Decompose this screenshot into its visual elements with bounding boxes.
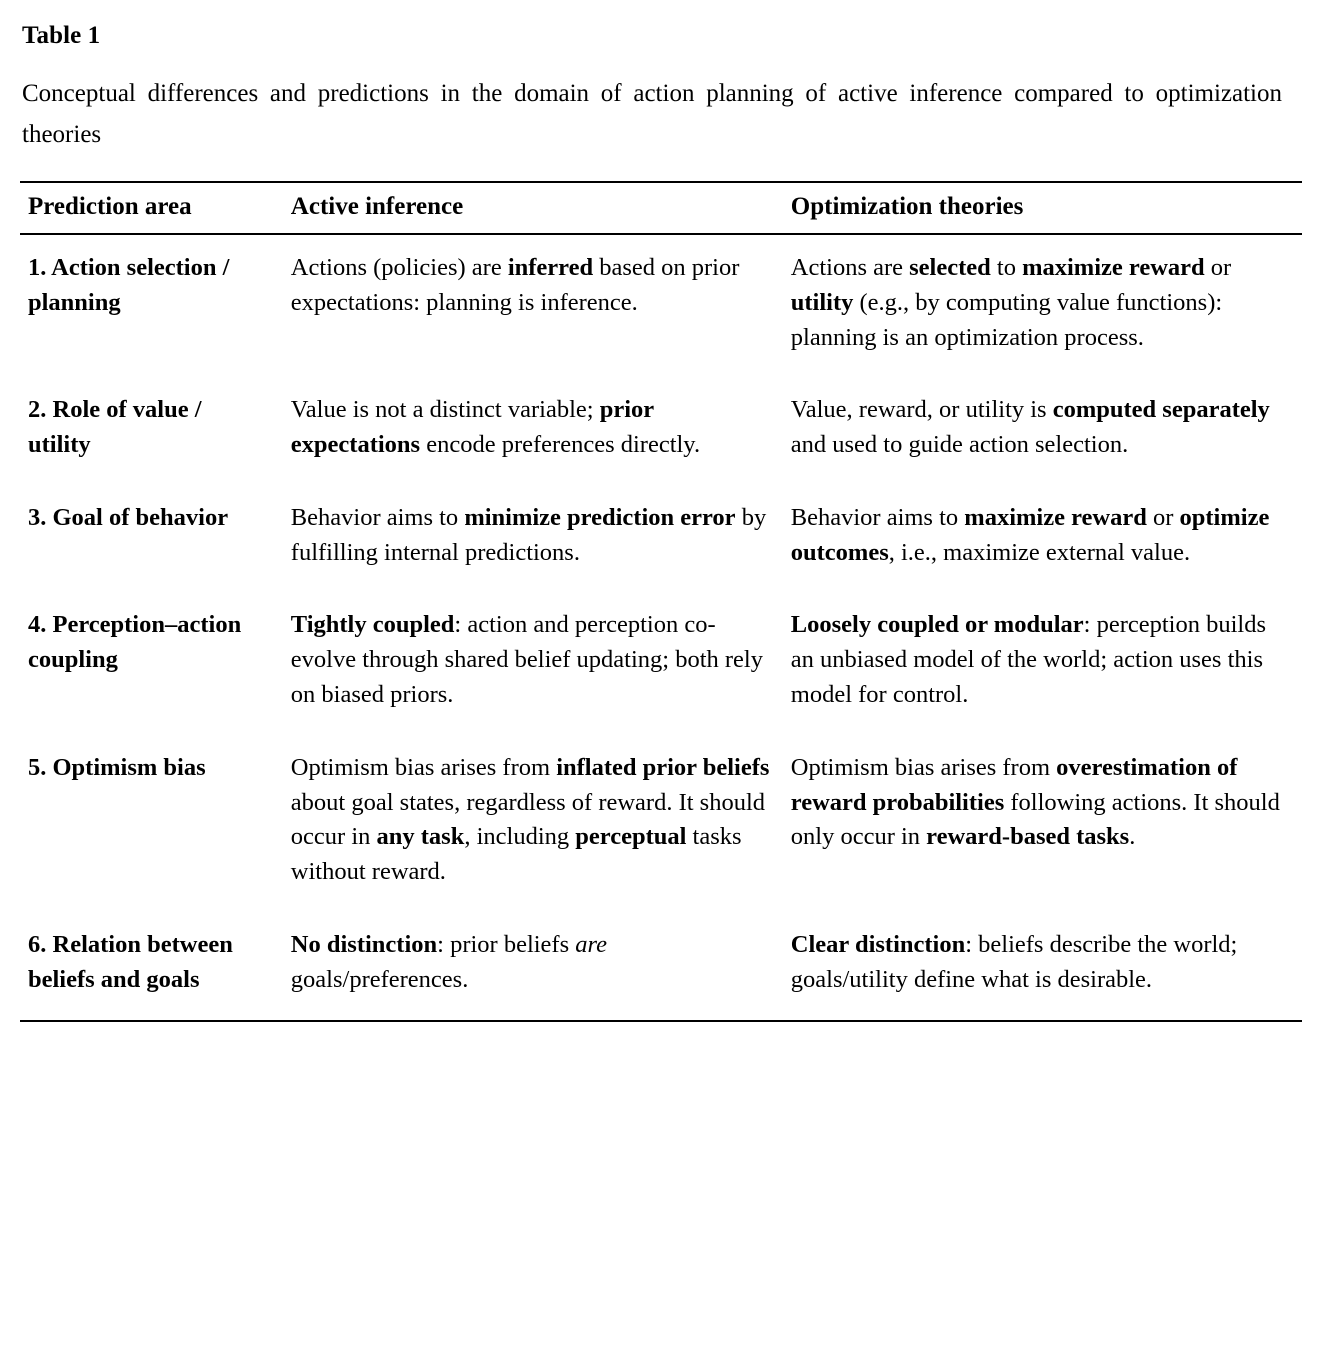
header-row: [20, 182, 1302, 234]
cell-active-inference: No distinction: prior beliefs are goals/preferences.: [283, 912, 783, 1021]
cell-active-inference: Value is not a distinct variable; prior expectations encode preferences directly.: [290, 396, 701, 459]
cell-optimization: Value, reward, or utility is computed separately and used to guide action selection.: [790, 396, 1270, 459]
table-header: [20, 182, 1302, 234]
table-row: [20, 234, 1302, 377]
table-row: [20, 735, 1302, 912]
cell-active-inference: Tightly coupled: action and perception co-evolve through shared belief updating; both rely on biased priors.: [290, 611, 763, 709]
column-header-prediction-area: Prediction area: [20, 182, 283, 234]
column-header-optimization-theories: Optimization theories: [783, 182, 1302, 234]
column-header-active-inference: Active inference: [283, 182, 783, 234]
cell-prediction-area: 4. Perception–action coupling: [28, 611, 242, 674]
cell-active-inference: Behavior aims to minimize prediction error by fulfilling internal predictions.: [290, 503, 767, 566]
cell-prediction-area: 3. Goal of behavior: [28, 503, 229, 531]
table-label: Table 1: [22, 22, 101, 49]
table-row: [20, 592, 1302, 734]
cell-optimization: Loosely coupled or modular: perception builds an unbiased model of the world; action uses this model for control.: [790, 611, 1267, 709]
cell-optimization: Clear distinction: beliefs describe the world; goals/utility define what is desirable.: [783, 912, 1302, 1021]
cell-prediction-area: 1. Action selection / planning: [28, 254, 230, 316]
table-caption: Conceptual differences and predictions in the domain of action planning of active inference compared to optimization theories: [22, 80, 1282, 148]
table-row: [20, 377, 1302, 485]
cell-optimization: Behavior aims to maximize reward or optimize outcomes, i.e., maximize external value.: [790, 503, 1270, 566]
cell-prediction-area: 6. Relation between beliefs and goals: [20, 912, 283, 1021]
cell-prediction-area: 2. Role of value / utility: [28, 396, 202, 459]
table-row: [20, 912, 1302, 1021]
cell-active-inference: Optimism bias arises from inflated prior beliefs about goal states, regardless of reward. It should occur in any task, including perceptual tasks without reward.: [290, 753, 770, 886]
comparison-table: [20, 181, 1302, 1022]
table-body: [20, 234, 1302, 1021]
cell-active-inference: Actions (policies) are inferred based on prior expectations: planning is inference.: [290, 254, 740, 316]
cell-optimization: Optimism bias arises from overestimation of reward probabilities following actions. It should only occur in reward-based tasks.: [790, 753, 1280, 851]
cell-prediction-area: 5. Optimism bias: [28, 753, 206, 781]
cell-optimization: Actions are selected to maximize reward or utility (e.g., by computing value functions): planning is an optimization process.: [790, 254, 1232, 351]
table-row: [20, 485, 1302, 593]
